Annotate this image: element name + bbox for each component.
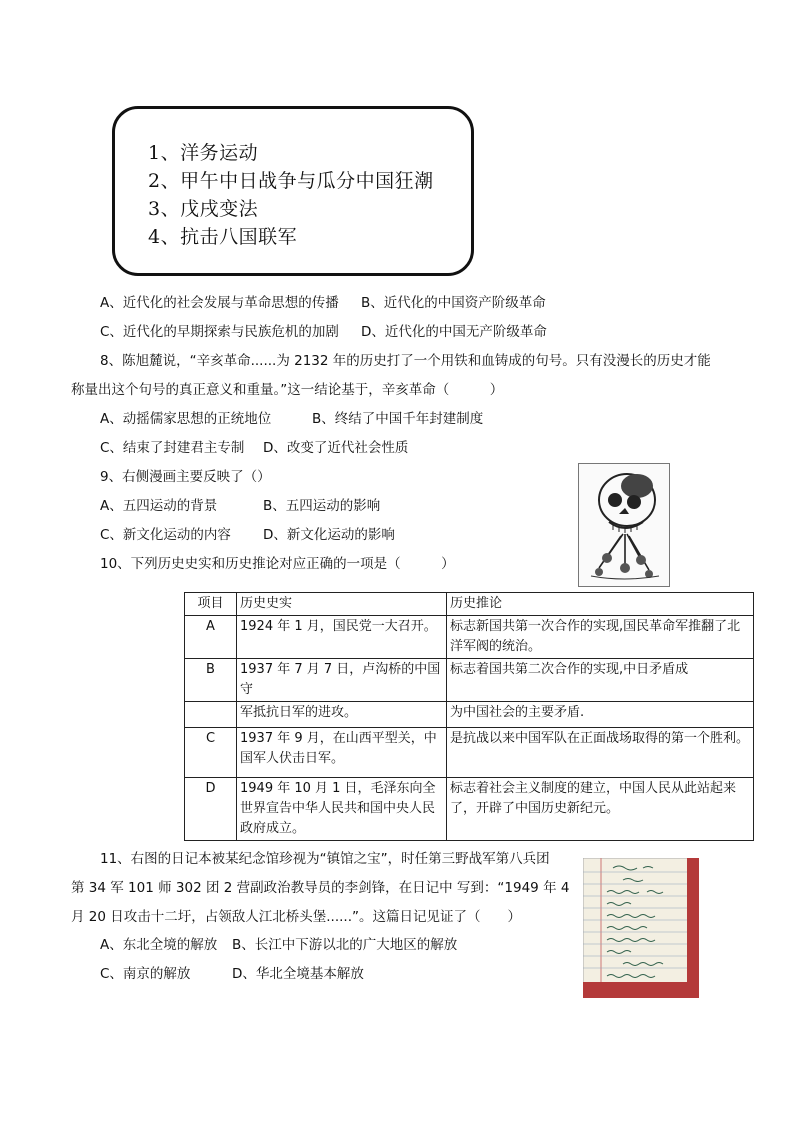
table-cell: C: [185, 728, 237, 778]
table-cell: 1937 年 9 月，在山西平型关，中国军人伏击日军。: [237, 728, 447, 778]
q8-option-b: B、终结了中国千年封建制度: [312, 411, 484, 427]
table-header: 历史史实: [237, 593, 447, 616]
table-row: [185, 659, 754, 702]
table-cell: 标志着国共第二次合作的实现,中日矛盾成: [447, 659, 754, 702]
table-header: 历史推论: [447, 593, 754, 616]
q11-option-b: B、长江中下游以北的广大地区的解放: [232, 937, 458, 953]
q9-stem: 9、右侧漫画主要反映了（）: [100, 469, 271, 485]
q7-option-d: D、近代化的中国无产阶级革命: [361, 324, 547, 340]
skull-cartoon-drawing: [579, 464, 669, 586]
topic-item: 1、洋务运动: [148, 142, 259, 164]
table-cell: [185, 702, 237, 728]
table-row: [185, 616, 754, 659]
q8-option-a: A、动摇儒家思想的正统地位: [100, 411, 272, 427]
diary-image: [583, 858, 699, 998]
table-row: [185, 702, 754, 728]
q11-option-c: C、南京的解放: [100, 966, 191, 982]
table-row: [185, 728, 754, 778]
table-cell: 为中国社会的主要矛盾.: [447, 702, 754, 728]
q8-option-d: D、改变了近代社会性质: [263, 440, 409, 456]
table-cell: 标志新国共第一次合作的实现,国民革命军推翻了北洋军阀的统治。: [447, 616, 754, 659]
table-cell: 1949 年 10 月 1 日，毛泽东向全世界宣告中华人民共和国中央人民政府成立。: [237, 778, 447, 841]
q10-stem: 10、下列历史史实和历史推论对应正确的一项是（ ）: [100, 556, 455, 572]
q8-option-c: C、结束了封建君主专制: [100, 440, 245, 456]
table-row: [185, 778, 754, 841]
table-cell: 是抗战以来中国军队在正面战场取得的第一个胜利。: [447, 728, 754, 778]
table-cell: D: [185, 778, 237, 841]
q8-stem-line1: 8、陈旭麓说，“辛亥革命......为 2132 年的历史打了一个用铁和血铸成的句号。只有没漫长的历史才能: [100, 353, 711, 369]
topic-item: 2、甲午中日战争与瓜分中国狂潮: [148, 170, 434, 192]
q11-stem-line3: 月 20 日攻击十二圩，占领敌人江北桥头堡......”。这篇日记见证了（ ）: [71, 909, 522, 925]
q7-option-a: A、近代化的社会发展与革命思想的传播: [100, 295, 339, 311]
q7-option-c: C、近代化的早期探索与民族危机的加剧: [100, 324, 339, 340]
q10-table: [184, 592, 754, 841]
topic-item: 3、戊戌变法: [148, 198, 259, 220]
q7-option-b: B、近代化的中国资产阶级革命: [361, 295, 546, 311]
table-cell: 1924 年 1 月，国民党一大召开。: [237, 616, 447, 659]
table-cell: 军抵抗日军的进攻。: [237, 702, 447, 728]
topic-item: 4、抗击八国联军: [148, 226, 298, 248]
table-cell: A: [185, 616, 237, 659]
q9-option-b: B、五四运动的影响: [263, 498, 381, 514]
table-cell: B: [185, 659, 237, 702]
q11-stem-line1: 11、右图的日记本被某纪念馆珍视为“镇馆之宝”，时任第三野战军第八兵团: [100, 851, 550, 867]
table-header-row: [185, 593, 754, 616]
q8-stem-line2: 称量出这个句号的真正意义和重量。”这一结论基于，辛亥革命（ ）: [71, 382, 504, 398]
q9-option-a: A、五四运动的背景: [100, 498, 218, 514]
q9-option-c: C、新文化运动的内容: [100, 527, 231, 543]
table-header: 项目: [185, 593, 237, 616]
q11-option-d: D、华北全境基本解放: [232, 966, 364, 982]
table-cell: 1937 年 7 月 7 日，卢沟桥的中国守: [237, 659, 447, 702]
diary-notebook-drawing: [583, 858, 699, 998]
q11-stem-line2: 第 34 军 101 师 302 团 2 营副政治教导员的李剑锋，在日记中 写到：“1949 年 4: [71, 880, 570, 896]
topic-box: [112, 106, 474, 276]
q9-option-d: D、新文化运动的影响: [263, 527, 395, 543]
table-cell: 标志着社会主义制度的建立，中国人民从此站起来了，开辟了中国历史新纪元。: [447, 778, 754, 841]
cartoon-image: [578, 463, 670, 587]
q11-option-a: A、东北全境的解放: [100, 937, 218, 953]
